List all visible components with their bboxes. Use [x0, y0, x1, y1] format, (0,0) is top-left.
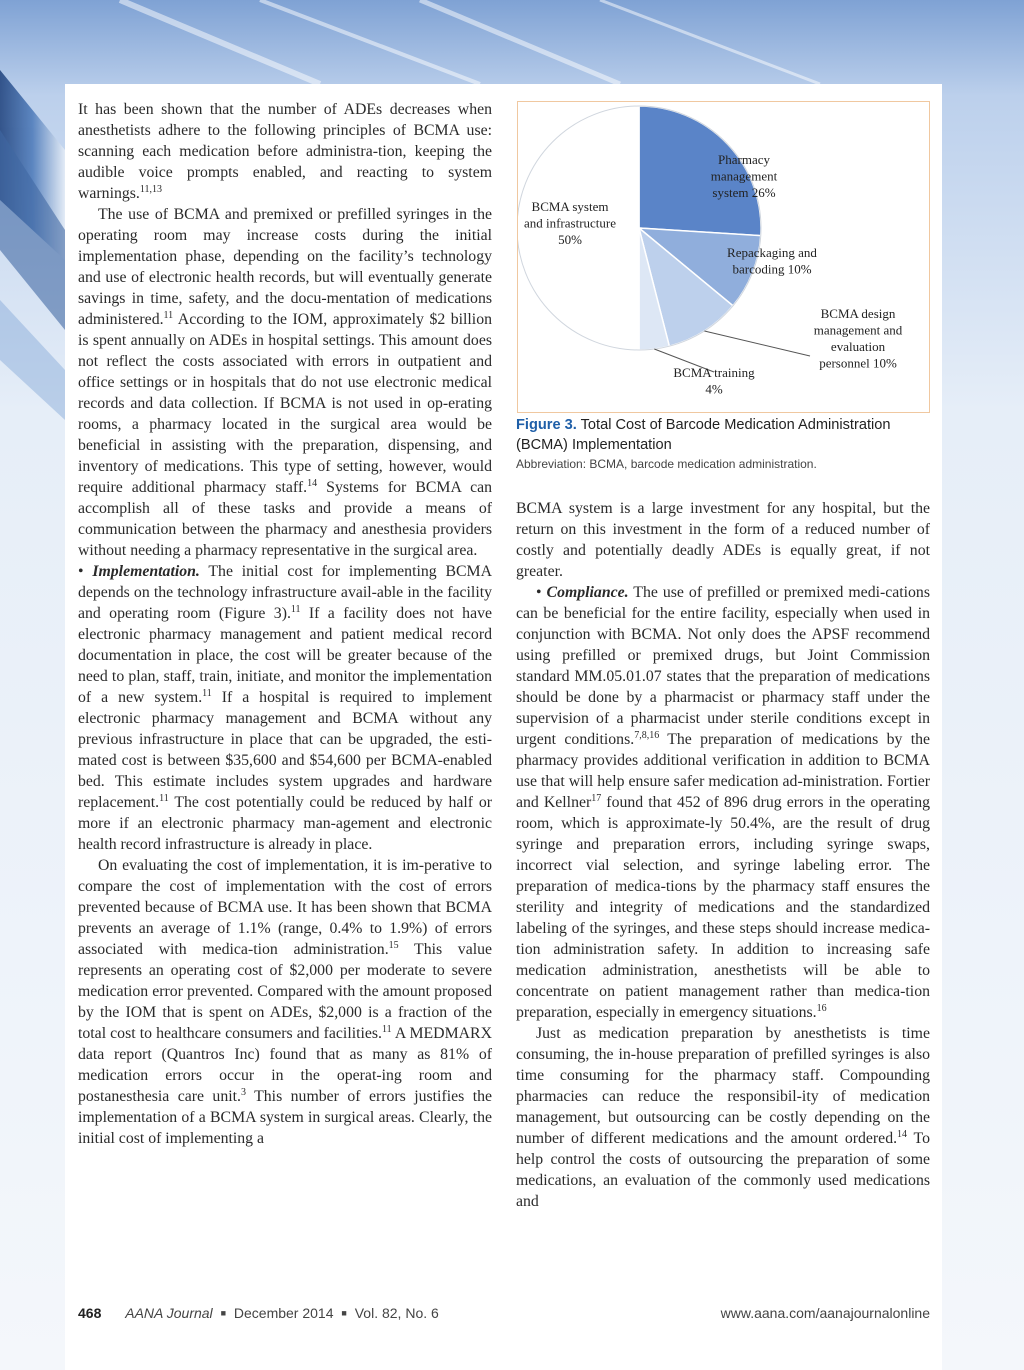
- citation-superscript: 11: [290, 604, 301, 615]
- text-run: found that 452 of 896 drug errors in the operating room, which is approximate-ly 50.4%, are the result of drug syringe and preparation errors, including syringe swaps, incorrect vial selection, and syringe labeling error. The preparation of medica-tions by the pharmacy staff ensures the sterility and integrity of medications and the standardized labeling of the syringes, and these steps should increase medica-tion administration safety. In addition to increasing safe medication administration, anesthetists will be able to concentrate on patient management rather than medica-tion preparation, especially in emergency situations.: [516, 794, 930, 1021]
- page-footer: [78, 1305, 930, 1325]
- text-run: On evaluating the cost of implementation, it is im-perative to compare the cost of implementation with the cost of errors prevented because of BCMA use. It has been shown that BCMA prevents an average of 1.1% (range, 0.4% to 1.9%) of errors associated with medica-tion administration.: [78, 857, 492, 958]
- text-run: The initial cost for implementing BCMA depends on the technology infrastructure avail-able in the facility and operating room (Figure 3).: [78, 563, 492, 622]
- citation-superscript: 11: [202, 688, 212, 699]
- pie-label-line: evaluation: [830, 339, 886, 354]
- text-run: The use of BCMA and premixed or prefilled syringes in the operating room may increase costs during the initial implementation phase, depending on the facility’s technology and use of electronic health records, but will eventually generate savings in time, safety, and the docu-mentation of medications administered.: [78, 206, 492, 328]
- page: [65, 84, 942, 1370]
- citation-superscript: 7,8,16: [634, 730, 660, 741]
- text-run: The use of prefilled or premixed medi-cations can be beneficial for the entire facility, especially when used in conjunction with BCMA. Not only does the APSF recommend using prefilled or premixed drugs, but Joint Commission standard MM.05.01.07 states that the preparation of medications should be done by a pharmacist or pharmacy staff under the supervision of a pharmacist under sterile conditions except in urgent conditions.: [516, 584, 930, 748]
- text-run: To help control the costs of outsourcing the preparation of some medications, an evaluation of the commonly used medications and: [516, 1130, 930, 1210]
- text-run: This number of errors justifies the implementation of a BCMA system in surgical areas. Clearly, the initial cost of implementing a: [78, 1088, 492, 1147]
- pie-label-line: Pharmacy: [718, 152, 770, 167]
- pie-label-line: personnel 10%: [819, 355, 897, 371]
- figure-abbreviation: Abbreviation: BCMA, barcode medication administration.: [516, 457, 817, 471]
- pie-label-line: barcoding 10%: [732, 261, 812, 277]
- pie-label-line: management and: [813, 322, 903, 338]
- figure-3-chart: [517, 101, 930, 413]
- text-run: A MEDMARX data report (Quantros Inc) found that as many as 81% of medication errors occur in the operat-ing room and postanesthesia care unit.: [78, 1025, 492, 1105]
- separator-2: ■: [341, 1308, 347, 1318]
- pie-label-line: Repackaging and: [727, 245, 817, 260]
- left-paragraph-4: [78, 855, 492, 1149]
- text-run: If a hospital is required to implement electronic pharmacy management and BCMA without any previous infrastructure in place that can be upgraded, the esti-mated cost is between $35,600 and $54,600 per BCMA-enabled bed. This estimate includes system upgrades and hardware replacement.: [78, 689, 493, 811]
- text-run: This value represents an operating cost of $2,000 per moderate to severe medication error prevented. Compared with the amount proposed by the IOM that is spent on ADEs, $2,000 is a fraction of the total cost to healthcare consumers and facilities.: [78, 941, 492, 1042]
- text-run: According to the IOM, approximately $2 billion is spent annually on ADEs in hospital settings. This amount does not reflect the costs associated with errors in outpatient and office settings or in hospitals that do not use electronic medical records and data collection. If BCMA is not used in op-erating rooms, a pharmacy located in the surgical area would be beneficial in assisting with the preparation, dispensing, and inventory of medications. This type of setting, however, would require additional pharmacy staff.: [78, 311, 492, 496]
- figure-caption: [516, 415, 930, 472]
- pie-label-line: 4%: [705, 381, 723, 397]
- text-run: •: [78, 563, 93, 580]
- text-run: The cost potentially could be reduced by half or more if an electronic pharmacy man-agement and electronic health record infrastructure is already in place.: [78, 794, 492, 853]
- text-run: If a facility does not have electronic pharmacy management and patient medical record documentation in place, the cost will be greater because of the need to plan, staff, train, initiate, and monitor the implementation of a new system.: [78, 605, 492, 706]
- pie-label-1: [711, 152, 778, 200]
- citation-superscript: 15: [388, 940, 399, 951]
- citation-superscript: 11: [381, 1024, 392, 1035]
- citation-superscript: 17: [591, 793, 602, 804]
- pie-label-3: [814, 306, 903, 371]
- pie-label-line: management: [710, 168, 778, 184]
- citation-superscript: 14: [897, 1129, 908, 1140]
- citation-superscript: 11: [163, 310, 174, 321]
- left-column: [78, 99, 492, 1149]
- left-paragraph-3: [78, 561, 492, 855]
- page-number: 468: [78, 1305, 102, 1321]
- text-run: The preparation of medications by the pharmacy provides additional verification in addition to BCMA use that will help ensure safer medication ad-ministration. Fortier and Kellner: [516, 731, 930, 811]
- right-paragraph-3: [516, 1023, 930, 1212]
- pie-label-line: BCMA training: [673, 365, 755, 380]
- right-column: [516, 498, 930, 1212]
- pie-label-line: 50%: [558, 232, 582, 247]
- right-paragraph-2: [516, 582, 930, 1023]
- citation-superscript: 3: [240, 1087, 246, 1098]
- text-run: BCMA system is a large investment for any hospital, but the return on this investment in the form of a reduced number of costly and potentially deadly ADEs is equally great, if not greater.: [516, 500, 930, 580]
- pie-label-4: [673, 365, 755, 397]
- left-paragraph-1: [78, 99, 492, 204]
- journal-url-link[interactable]: www.aana.com/aanajournalonline: [720, 1305, 930, 1321]
- text-run: Just as medication preparation by anesthetists is time consuming, the in-house preparation of prefilled syringes is also time consuming for the pharmacy staff. Compounding pharmacies can reduce the responsibil-ity of medication management, but outsourcing can be costly depending on the number of different medications and the amount ordered.: [516, 1025, 930, 1147]
- leader-line-3: [704, 331, 810, 356]
- volume-number: Vol. 82, No. 6: [354, 1305, 439, 1321]
- right-paragraph-1: [516, 498, 930, 582]
- citation-superscript: 16: [816, 1003, 827, 1014]
- issue-date: December 2014: [233, 1305, 334, 1321]
- figure-label: Figure 3.: [516, 417, 577, 433]
- figure-title: [516, 415, 930, 455]
- pie-label-line: BCMA system: [531, 199, 609, 214]
- journal-name: AANA Journal: [125, 1305, 213, 1321]
- pie-label-line: system 26%: [712, 185, 776, 200]
- subsection-heading: Implementation.: [92, 563, 200, 580]
- citation-superscript: 11: [159, 793, 169, 804]
- pie-label-line: and infrastructure: [523, 215, 617, 231]
- text-run: Systems for BCMA can accomplish all of these tasks and provide a means of communication between the pharmacy and anesthesia providers without needing a pharmacy representative in the surgical area.: [78, 479, 492, 559]
- text-run: •: [536, 584, 547, 601]
- separator-1: ■: [220, 1308, 226, 1318]
- pie-chart: [518, 102, 929, 412]
- citation-superscript: 11,13: [139, 184, 163, 195]
- pie-label-line: BCMA design: [820, 306, 896, 321]
- text-run: It has been shown that the number of ADEs decreases when anesthetists adhere to the following principles of BCMA use: scanning each medication before administra-tion, keeping the audible voice prompts enabled, and reacting to system warnings.: [78, 101, 492, 202]
- left-paragraph-2: [78, 204, 492, 561]
- figure-title-text: Total Cost of Barcode Medication Administration (BCMA) Implementation: [516, 417, 891, 453]
- citation-superscript: 14: [307, 478, 318, 489]
- subsection-heading: Compliance.: [546, 584, 629, 601]
- pie-label-2: [727, 245, 817, 277]
